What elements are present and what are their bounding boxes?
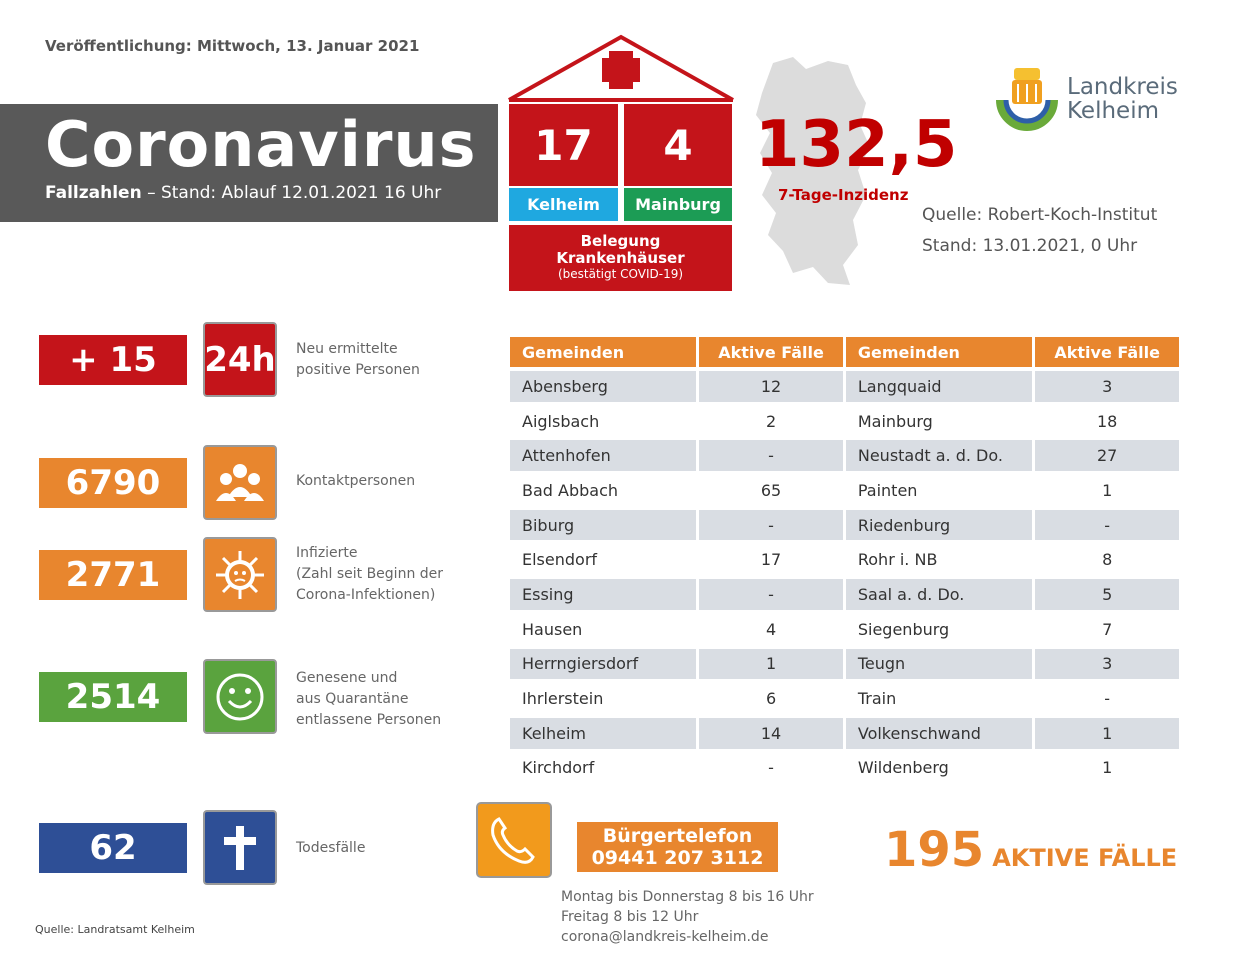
infected-desc2: (Zahl seit Beginn der bbox=[296, 566, 444, 582]
municipality-cell: Attenhofen bbox=[510, 440, 696, 471]
logo-line1: Landkreis bbox=[1067, 74, 1178, 100]
cross-icon bbox=[203, 810, 277, 885]
municipality-table bbox=[507, 333, 1182, 787]
municipality-cell: Saal a. d. Do. bbox=[846, 579, 1032, 610]
municipality-cell: Painten bbox=[846, 475, 1032, 506]
hotline-email: corona@landkreis-kelheim.de bbox=[561, 929, 769, 945]
table-row bbox=[510, 475, 1179, 506]
new-cases-desc2: positive Personen bbox=[296, 362, 420, 378]
virus-icon bbox=[203, 537, 277, 612]
table-row bbox=[510, 614, 1179, 645]
active-cases-cell: 8 bbox=[1035, 544, 1179, 575]
municipality-cell: Essing bbox=[510, 579, 696, 610]
active-cases-cell: 5 bbox=[1035, 579, 1179, 610]
hospital-line2: Krankenhäuser bbox=[556, 249, 685, 267]
active-cases-cell: 1 bbox=[1035, 475, 1179, 506]
table-row bbox=[510, 579, 1179, 610]
phone-icon bbox=[475, 801, 553, 879]
contacts-value: 6790 bbox=[39, 458, 187, 508]
subtitle-rest: – Stand: Ablauf 12.01.2021 16 Uhr bbox=[141, 183, 442, 203]
active-cases-cell: 18 bbox=[1035, 406, 1179, 437]
table-header: Gemeinden bbox=[510, 337, 696, 367]
recovered-desc2: aus Quarantäne bbox=[296, 691, 409, 707]
infected-value: 2771 bbox=[39, 550, 187, 600]
contacts-desc: Kontaktpersonen bbox=[296, 473, 416, 489]
hotline-number: 09441 207 3112 bbox=[591, 847, 764, 869]
table-row bbox=[510, 440, 1179, 471]
hospital-mainburg-label: Mainburg bbox=[624, 188, 732, 221]
municipality-cell: Teugn bbox=[846, 649, 1032, 680]
hospital-kelheim-count: 17 bbox=[509, 104, 618, 186]
table-row bbox=[510, 406, 1179, 437]
table-row bbox=[510, 649, 1179, 680]
publication-date: Veröffentlichung: Mittwoch, 13. Januar 2021 bbox=[45, 37, 420, 55]
landkreis-logo-icon bbox=[992, 60, 1062, 132]
incidence-stand: Stand: 13.01.2021, 0 Uhr bbox=[922, 236, 1138, 256]
municipality-cell: Kirchdorf bbox=[510, 753, 696, 784]
municipality-cell: Riedenburg bbox=[846, 510, 1032, 541]
municipality-cell: Train bbox=[846, 683, 1032, 714]
incidence-source: Quelle: Robert-Koch-Institut bbox=[922, 205, 1158, 225]
table-header: Gemeinden bbox=[846, 337, 1032, 367]
table-row bbox=[510, 371, 1179, 402]
incidence-value: 132,5 bbox=[755, 108, 958, 182]
active-cases-cell: - bbox=[699, 440, 843, 471]
active-cases-number: 195 bbox=[884, 822, 985, 878]
deaths-value: 62 bbox=[39, 823, 187, 873]
active-cases-cell: 1 bbox=[699, 649, 843, 680]
hotline-hours bbox=[561, 887, 814, 947]
subtitle-bold: Fallzahlen bbox=[45, 183, 142, 203]
table-header-row bbox=[510, 337, 1179, 367]
people-icon bbox=[203, 445, 277, 520]
active-cases-cell: - bbox=[699, 510, 843, 541]
page-title: Coronavirus bbox=[45, 108, 477, 181]
new-cases-desc1: Neu ermittelte bbox=[296, 341, 398, 357]
deaths-desc: Todesfälle bbox=[296, 840, 366, 856]
active-cases-cell: 4 bbox=[699, 614, 843, 645]
recovered-value: 2514 bbox=[39, 672, 187, 722]
hospital-kelheim-label: Kelheim bbox=[509, 188, 618, 221]
incidence-label: 7-Tage-Inzidenz bbox=[778, 186, 909, 204]
infected-desc1: Infizierte bbox=[296, 545, 358, 561]
hospital-occupancy-box bbox=[509, 225, 732, 291]
logo-line2: Kelheim bbox=[1067, 98, 1159, 124]
hospital-line3: (bestätigt COVID-19) bbox=[557, 267, 684, 281]
active-cases-cell: 7 bbox=[1035, 614, 1179, 645]
table-header: Aktive Fälle bbox=[1035, 337, 1179, 367]
municipality-cell: Siegenburg bbox=[846, 614, 1032, 645]
municipality-cell: Kelheim bbox=[510, 718, 696, 749]
municipality-cell: Aiglsbach bbox=[510, 406, 696, 437]
table-row bbox=[510, 544, 1179, 575]
hospital-line1: Belegung bbox=[580, 232, 661, 250]
infected-desc3: Corona-Infektionen) bbox=[296, 587, 436, 603]
24h-icon-text: 24h bbox=[204, 339, 276, 380]
municipality-cell: Langquaid bbox=[846, 371, 1032, 402]
municipality-cell: Volkenschwand bbox=[846, 718, 1032, 749]
hotline-title: Bürgertelefon bbox=[602, 825, 753, 847]
municipality-cell: Rohr i. NB bbox=[846, 544, 1032, 575]
municipality-cell: Neustadt a. d. Do. bbox=[846, 440, 1032, 471]
active-cases-cell: 1 bbox=[1035, 753, 1179, 784]
municipality-cell: Hausen bbox=[510, 614, 696, 645]
active-cases-cell: 2 bbox=[699, 406, 843, 437]
municipality-cell: Biburg bbox=[510, 510, 696, 541]
logo-text bbox=[1067, 75, 1178, 123]
infected-desc bbox=[296, 543, 443, 606]
municipality-cell: Mainburg bbox=[846, 406, 1032, 437]
footer-source: Quelle: Landratsamt Kelheim bbox=[35, 923, 195, 936]
active-cases-cell: 6 bbox=[699, 683, 843, 714]
municipality-cell: Bad Abbach bbox=[510, 475, 696, 506]
municipality-cell: Herrngiersdorf bbox=[510, 649, 696, 680]
hotline-hours1: Montag bis Donnerstag 8 bis 16 Uhr bbox=[561, 889, 814, 905]
active-cases-cell: 14 bbox=[699, 718, 843, 749]
page-subtitle bbox=[45, 183, 441, 203]
active-cases-cell: 27 bbox=[1035, 440, 1179, 471]
active-cases-cell: - bbox=[1035, 683, 1179, 714]
municipality-cell: Wildenberg bbox=[846, 753, 1032, 784]
hotline-box bbox=[577, 822, 778, 872]
hotline-hours2: Freitag 8 bis 12 Uhr bbox=[561, 909, 699, 925]
new-cases-value: + 15 bbox=[39, 335, 187, 385]
active-cases-cell: - bbox=[699, 579, 843, 610]
active-cases-cell: 12 bbox=[699, 371, 843, 402]
active-cases-cell: - bbox=[1035, 510, 1179, 541]
table-row bbox=[510, 753, 1179, 784]
table-header: Aktive Fälle bbox=[699, 337, 843, 367]
active-cases-label: AKTIVE FÄLLE bbox=[992, 844, 1178, 872]
recovered-desc bbox=[296, 668, 441, 731]
active-cases-cell: 3 bbox=[1035, 371, 1179, 402]
recovered-desc1: Genesene und bbox=[296, 670, 398, 686]
municipality-cell: Ihrlerstein bbox=[510, 683, 696, 714]
municipality-cell: Elsendorf bbox=[510, 544, 696, 575]
new-cases-desc bbox=[296, 339, 420, 381]
hospital-mainburg-count: 4 bbox=[624, 104, 732, 186]
active-cases-total bbox=[884, 822, 1177, 878]
recovered-desc3: entlassene Personen bbox=[296, 712, 442, 728]
active-cases-cell: 1 bbox=[1035, 718, 1179, 749]
active-cases-cell: 65 bbox=[699, 475, 843, 506]
table-row bbox=[510, 510, 1179, 541]
active-cases-cell: 3 bbox=[1035, 649, 1179, 680]
hospital-roof-icon bbox=[506, 34, 736, 104]
table-row bbox=[510, 683, 1179, 714]
active-cases-cell: - bbox=[699, 753, 843, 784]
smiley-icon bbox=[203, 659, 277, 734]
active-cases-cell: 17 bbox=[699, 544, 843, 575]
municipality-cell: Abensberg bbox=[510, 371, 696, 402]
table-row bbox=[510, 718, 1179, 749]
24h-icon bbox=[203, 322, 277, 397]
